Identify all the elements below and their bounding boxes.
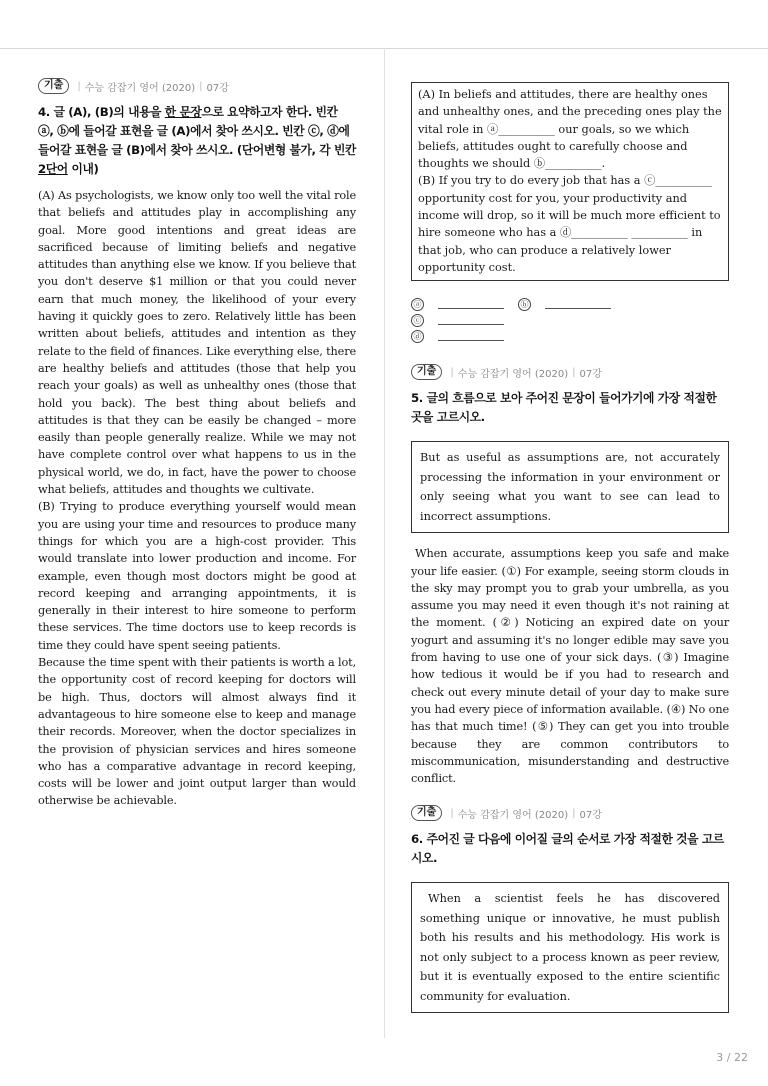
q4-title-mid: 으로 요약하고자 한다. 빈칸 ⓐ, ⓑ에 들어갈 표현을 글 (A)에서 찾아 쓰시오. 빈칸 ⓒ, ⓓ에 들어갈 표현을 글 (B)에서 찾아 쓰시오. (단어변형 불가, 각 빈칸 <box>38 105 356 157</box>
q4-passage-para-b: (B) Trying to produce everything yourself would mean you are using your time and resources to produce many things for which you are a high-cost provider. This would translate into lower production and income. For example, even though most doctors might be good at record keeping and arranging appointments, it is generally in their interest to hire someone to perform these services. The time doctors use to keep records is time they could have spent seeing patients. <box>38 500 356 652</box>
q5-given-sentence: But as useful as assumptions are, not accurately processing the information in your environment or only seeing what you want to see can lead to incorrect assumptions. <box>420 451 720 523</box>
separator: | <box>199 80 203 92</box>
q5-given-sentence-box <box>411 441 729 533</box>
q4-title-underline-1: 한 문장 <box>164 105 202 119</box>
q4-title-post: 이내) <box>67 162 99 176</box>
q5-tag-badge: 기출 <box>411 364 442 380</box>
q4-passage-para-a: (A) As psychologists, we know only too well the vital role that beliefs and attitudes play in accomplishing any goal. More good intentions and great ideas are sacrificed because of limiting beliefs and negative attitudes than anything else we know. If you believe that you don't deserve $1 million or that you could never earn that much money, the likelihood of your every having it quickly goes to zero. Relatively little has been written about beliefs, attitudes and intention as they relate to the field of finances. Like everything else, there are healthy beliefs and attitudes (those that help you reach your goals) as well as unhealthy ones (those that hold you back). The best thing about beliefs and attitudes is that they can be easily be changed – more easily than people generally realize. While we may not have complete control over what happens to us in the physical world, we do, in fact, have the power to choose what beliefs, attitudes and thoughts we cultivate. <box>38 189 356 497</box>
answer-blank-d[interactable] <box>411 328 504 344</box>
q4-summary-b: (B) If you try to do every job that has a ⓒ__________ opportunity cost for you, your productivity and income will drop, so it will be much more efficient to hire someone who has a ⓓ__________ __________ in that job, who can produce a relatively lower opportunity cost. <box>418 174 721 274</box>
q4-answer-blanks <box>411 296 729 344</box>
q5-passage-text: When accurate, assumptions keep you safe and make your life easier. (①) For example, seeing storm clouds in the sky may prompt you to grab your umbrella, as you assume you may need it even though it's not raining at the moment. (②) Noticing an expired date on your yogurt and assuming it's no longer edible may save you from having to use one of your sick days. (③) Imagine how tedious it would be if you had to research and check out every minute detail of your day to make sure you had every piece of information available. (④) No one has that much time! (⑤) They can get you into trouble because they are common contributors to miscommunication, misunderstanding and destructive conflict. <box>411 547 729 786</box>
q4-source-line <box>38 78 356 94</box>
q6-given-box <box>411 882 729 1013</box>
q4-title-pre: 4. 글 (A), (B)의 내용을 <box>38 105 165 119</box>
answer-blank-b[interactable] <box>518 296 611 312</box>
separator: | <box>572 807 576 819</box>
answer-line <box>438 331 504 341</box>
circled-letter-c: ⓒ <box>411 314 424 327</box>
separator: | <box>450 366 454 378</box>
q4-summary-a: (A) In beliefs and attitudes, there are healthy ones and unhealthy ones, and the preceding ones play the vital role in ⓐ__________ our goals, so we which beliefs, attitudes ought to carefully choose and thoughts we should ⓑ__________. <box>418 88 722 171</box>
q6-tag-badge: 기출 <box>411 805 442 821</box>
answer-line <box>438 299 504 309</box>
q6-source: 수능 감잡기 영어 (2020) <box>457 809 569 821</box>
q4-summary-box <box>411 82 729 281</box>
column-divider <box>384 48 385 1038</box>
circled-letter-a: ⓐ <box>411 298 424 311</box>
q4-title-underline-2: 2단어 <box>38 162 68 176</box>
right-column <box>411 82 729 1013</box>
answer-blank-c[interactable] <box>411 312 504 328</box>
separator: | <box>450 807 454 819</box>
q5-source-line <box>411 364 729 380</box>
page-number: 3 / 22 <box>716 1051 748 1064</box>
separator: | <box>77 80 81 92</box>
answer-line <box>438 315 504 325</box>
q6-given-text: When a scientist feels he has discovered something unique or innovative, he must publish both his results and his methodology. His work is not only subject to a process known as peer review, but it is eventually exposed to the entire scientific community for evaluation. <box>420 892 720 1003</box>
q4-source: 수능 감잡기 영어 (2020) <box>84 82 196 94</box>
q4-tag-badge: 기출 <box>38 78 69 94</box>
q5-passage <box>411 545 729 787</box>
q4-unit: 07강 <box>206 82 229 94</box>
q6-unit: 07강 <box>579 809 602 821</box>
circled-letter-d: ⓓ <box>411 330 424 343</box>
q5-unit: 07강 <box>579 368 602 380</box>
q5-source: 수능 감잡기 영어 (2020) <box>457 368 569 380</box>
q4-title <box>38 103 356 179</box>
q6-source-line <box>411 805 729 821</box>
left-column <box>38 78 356 810</box>
answer-blank-a[interactable] <box>411 296 504 312</box>
answer-line <box>545 299 611 309</box>
q5-title: 5. 글의 흐름으로 보아 주어진 문장이 들어가기에 가장 적절한 곳을 고르시오. <box>411 391 717 425</box>
q4-passage-para-c: Because the time spent with their patients is worth a lot, the opportunity cost of record keeping for doctors will be high. Thus, doctors will almost always find it advantageous to hire someone else to keep and manage their records. Moreover, when the doctor specializes in the provision of physician services and hires someone who has a comparative advantage in record keeping, costs will be lower and joint output larger than would otherwise be achievable. <box>38 656 357 808</box>
q6-title: 6. 주어진 글 다음에 이어질 글의 순서로 가장 적절한 것을 고르시오. <box>411 832 724 866</box>
separator: | <box>572 366 576 378</box>
q4-passage <box>38 187 356 810</box>
circled-letter-b: ⓑ <box>518 298 531 311</box>
